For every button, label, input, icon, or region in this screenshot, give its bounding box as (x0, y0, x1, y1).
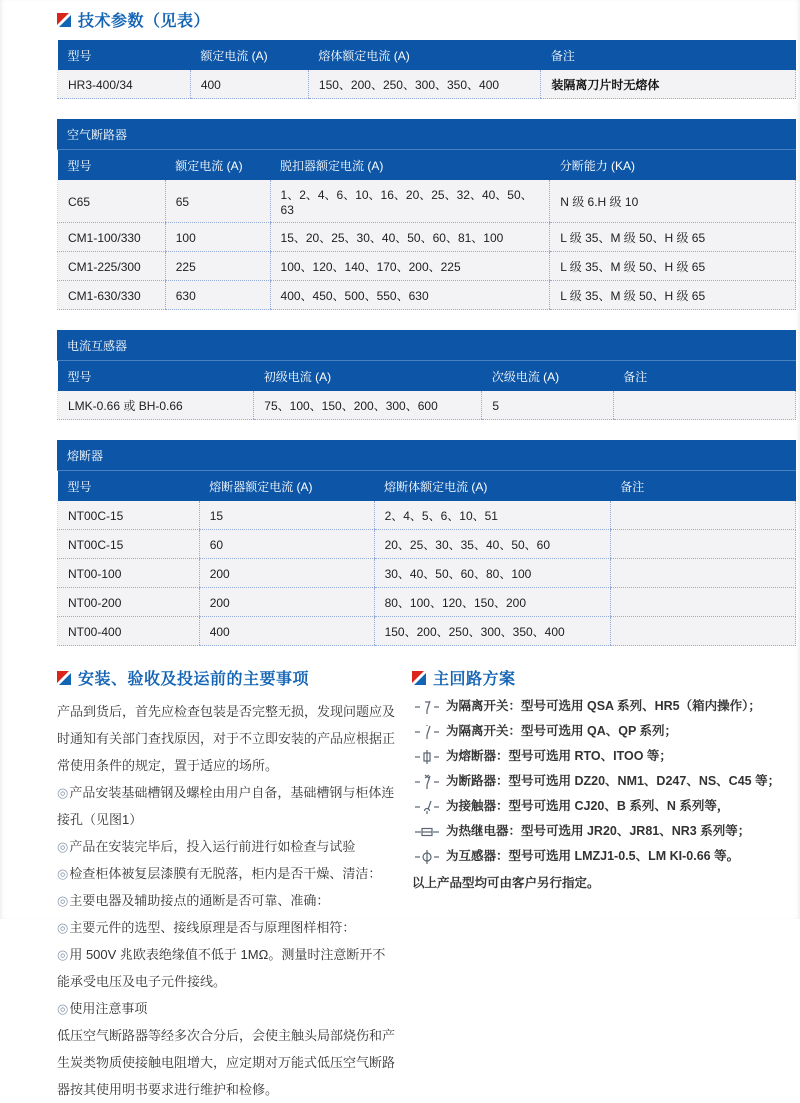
cell-remark (610, 617, 795, 646)
bullet-text: 主要元件的选型、接线原理是否与原理图样相符： (69, 920, 356, 935)
cell-model: CM1-100/330 (58, 223, 166, 252)
col-header: 备注 (610, 471, 795, 501)
cell-model: NT00-200 (58, 588, 200, 617)
install-bullet (57, 860, 395, 887)
col-header: 型号 (58, 361, 254, 391)
col-header: 型号 (58, 471, 200, 501)
cell-fuse-rated-current: 200 (199, 588, 374, 617)
col-header: 额定电流 (A) (190, 40, 308, 70)
cell-remark (610, 530, 795, 559)
install-bullet (57, 833, 395, 860)
col-header: 分断能力 (KA) (550, 150, 796, 180)
col-header: 熔断器额定电流 (A) (199, 471, 374, 501)
scheme-footer: 以上产品型均可由客户另行指定。 (412, 876, 600, 890)
bullet-icon: ◎ (57, 920, 69, 935)
scheme-item-text: 为断路器：型号可选用 DZ20、NM1、D247、NS、C45 等； (446, 774, 781, 788)
cell-remark (610, 501, 795, 530)
section-marker-icon (412, 671, 426, 685)
cell-primary-current: 75、100、150、200、300、600 (254, 391, 482, 420)
scheme-item (412, 698, 796, 715)
tech-params-heading (57, 8, 796, 31)
table-header-row (58, 150, 796, 180)
bullet-text: 产品在安装完毕后，投入运行前进行如检查与试验 (69, 839, 356, 854)
bullet-icon: ◎ (57, 947, 69, 962)
main-circuit-section (412, 666, 796, 1103)
circuit-breaker-icon (414, 774, 440, 790)
scheme-item-text: 为熔断器：型号可选用 RTO、ITOO 等； (446, 749, 672, 763)
cell-fuselink-current: 30、40、50、60、80、100 (374, 559, 610, 588)
table-row (58, 180, 796, 223)
col-header: 型号 (58, 150, 166, 180)
col-header: 型号 (58, 40, 191, 70)
cell-rated-current: 100 (165, 223, 270, 252)
bullet-text: 用 500V 兆欧表绝缘值不低于 1MΩ。测量时注意断开不能承受电压及电子元件接线。 (57, 947, 386, 989)
table-row (58, 559, 796, 588)
bullet-icon: ◎ (57, 866, 69, 881)
cell-model: LMK-0.66 或 BH-0.66 (58, 391, 254, 420)
table-row (58, 391, 796, 420)
cell-fuse-rated-current: 200 (199, 559, 374, 588)
table-row (58, 223, 796, 252)
cell-rated-current: 65 (165, 180, 270, 223)
main-circuit-title: 主回路方案 (433, 671, 516, 688)
cell-secondary-current: 5 (482, 391, 613, 420)
table-header-row (58, 471, 796, 501)
table-fuse (57, 440, 796, 646)
scheme-item (412, 773, 796, 790)
col-header: 初级电流 (A) (254, 361, 482, 391)
cell-breaking-capacity: N 级 6.H 级 10 (550, 180, 796, 223)
cell-remark (613, 391, 795, 420)
table-title: 熔断器 (57, 440, 796, 471)
installation-heading (57, 666, 395, 689)
table-row (58, 252, 796, 281)
section-marker-icon (57, 13, 71, 27)
scheme-item-text: 为隔离开关：型号可选用 QA、QP 系列； (446, 724, 678, 738)
cell-rated-current: 225 (165, 252, 270, 281)
bullet-icon: ◎ (57, 1001, 69, 1016)
cell-model: NT00-100 (58, 559, 200, 588)
cell-trip-current: 1、2、4、6、10、16、20、25、32、40、50、63 (270, 180, 550, 223)
cell-trip-current: 15、20、25、30、40、50、60、81、100 (270, 223, 550, 252)
cell-fuse-current: 150、200、250、300、350、400 (308, 70, 540, 99)
bullet-text: 使用注意事项 (69, 1001, 148, 1016)
col-header: 备注 (613, 361, 795, 391)
bullet-text: 检查柜体被复层漆膜有无脱落，柜内是否干燥、清洁： (69, 866, 382, 881)
table-row (58, 281, 796, 310)
scheme-item (412, 823, 796, 840)
cell-model: NT00C-15 (58, 501, 200, 530)
table-row (58, 530, 796, 559)
installation-title: 安装、验收及投运前的主要事项 (78, 671, 310, 688)
cell-remark: 装隔离刀片时无熔体 (541, 70, 796, 99)
installation-section (57, 666, 395, 1103)
scheme-item (412, 798, 796, 815)
scheme-item-text: 为隔离开关：型号可选用 QSA 系列、HR5（箱内操作）； (446, 699, 761, 713)
scheme-item (412, 848, 796, 865)
cell-rated-current: 630 (165, 281, 270, 310)
install-bullet (57, 914, 395, 941)
thermal-relay-icon (414, 824, 440, 840)
cell-trip-current: 400、450、500、550、630 (270, 281, 550, 310)
table-row (58, 501, 796, 530)
cell-fuse-rated-current: 60 (199, 530, 374, 559)
table-header-row (58, 40, 796, 70)
scheme-item (412, 748, 796, 765)
transformer-icon (414, 849, 440, 865)
cell-model: C65 (58, 180, 166, 223)
table-header-row (58, 361, 796, 391)
cell-fuselink-current: 20、25、30、35、40、50、60 (374, 530, 610, 559)
col-header: 脱扣器额定电流 (A) (270, 150, 550, 180)
bullet-text: 产品安装基础槽钢及螺栓由用户自备，基础槽钢与柜体连接孔（见图1） (57, 785, 395, 827)
section-marker-icon (57, 671, 71, 685)
cell-model: HR3-400/34 (58, 70, 191, 99)
cell-model: CM1-630/330 (58, 281, 166, 310)
col-header: 次级电流 (A) (482, 361, 613, 391)
table-title: 空气断路器 (57, 119, 796, 150)
col-header: 额定电流 (A) (165, 150, 270, 180)
cell-remark (610, 559, 795, 588)
disconnect-switch-icon (414, 724, 440, 740)
cell-breaking-capacity: L 级 35、M 级 50、H 级 65 (550, 223, 796, 252)
tech-params-title: 技术参数（见表） (78, 13, 211, 30)
table-row (58, 70, 796, 99)
scheme-item-text: 为互感器：型号可选用 LMZJ1-0.5、LM KI-0.66 等。 (446, 849, 740, 863)
col-header: 备注 (541, 40, 796, 70)
installation-note: 低压空气断路器等经多次合分后，会使主触头局部烧伤和产生炭类物质使接触电阻增大，应定期对万能式低压空气断路器按其使用明书要求进行维护和检修。 (57, 1028, 396, 1097)
table-rated-current (57, 40, 796, 99)
install-bullet (57, 995, 395, 1022)
install-bullet (57, 779, 395, 833)
cell-fuselink-current: 2、4、5、6、10、51 (374, 501, 610, 530)
table-row (58, 588, 796, 617)
contactor-icon (414, 799, 440, 815)
bullet-text: 主要电器及辅助接点的通断是否可靠、准确： (69, 893, 330, 908)
cell-fuselink-current: 150、200、250、300、350、400 (374, 617, 610, 646)
cell-rated-current: 400 (190, 70, 308, 99)
col-header: 熔体额定电流 (A) (308, 40, 540, 70)
main-circuit-heading (412, 666, 796, 689)
scheme-item (412, 723, 796, 740)
installation-intro: 产品到货后，首先应检查包装是否完整无损，发现问题应及时通知有关部门查找原因，对于不立即安装的产品应根据正常使用条件的规定，置于适应的场所。 (57, 704, 396, 773)
cell-breaking-capacity: L 级 35、M 级 50、H 级 65 (550, 252, 796, 281)
fuse-icon (414, 749, 440, 765)
bullet-icon: ◎ (57, 893, 69, 908)
cell-model: NT00C-15 (58, 530, 200, 559)
col-header: 熔断体额定电流 (A) (374, 471, 610, 501)
cell-model: CM1-225/300 (58, 252, 166, 281)
table-title: 电流互感器 (57, 330, 796, 361)
cell-trip-current: 100、120、140、170、200、225 (270, 252, 550, 281)
cell-fuse-rated-current: 15 (199, 501, 374, 530)
cell-model: NT00-400 (58, 617, 200, 646)
scheme-item-text: 为接触器：型号可选用 CJ20、B 系列、N 系列等， (446, 799, 730, 813)
scheme-item-text: 为热继电器：型号可选用 JR20、JR81、NR3 系列等； (446, 824, 751, 838)
bullet-icon: ◎ (57, 839, 69, 854)
cell-fuselink-current: 80、100、120、150、200 (374, 588, 610, 617)
table-row (58, 617, 796, 646)
table-air-breaker (57, 119, 796, 310)
cell-breaking-capacity: L 级 35、M 级 50、H 级 65 (550, 281, 796, 310)
bullet-icon: ◎ (57, 785, 69, 800)
cell-fuse-rated-current: 400 (199, 617, 374, 646)
cell-remark (610, 588, 795, 617)
install-bullet (57, 887, 395, 914)
install-bullet (57, 941, 395, 995)
table-current-transformer (57, 330, 796, 420)
disconnect-switch-icon (414, 699, 440, 715)
